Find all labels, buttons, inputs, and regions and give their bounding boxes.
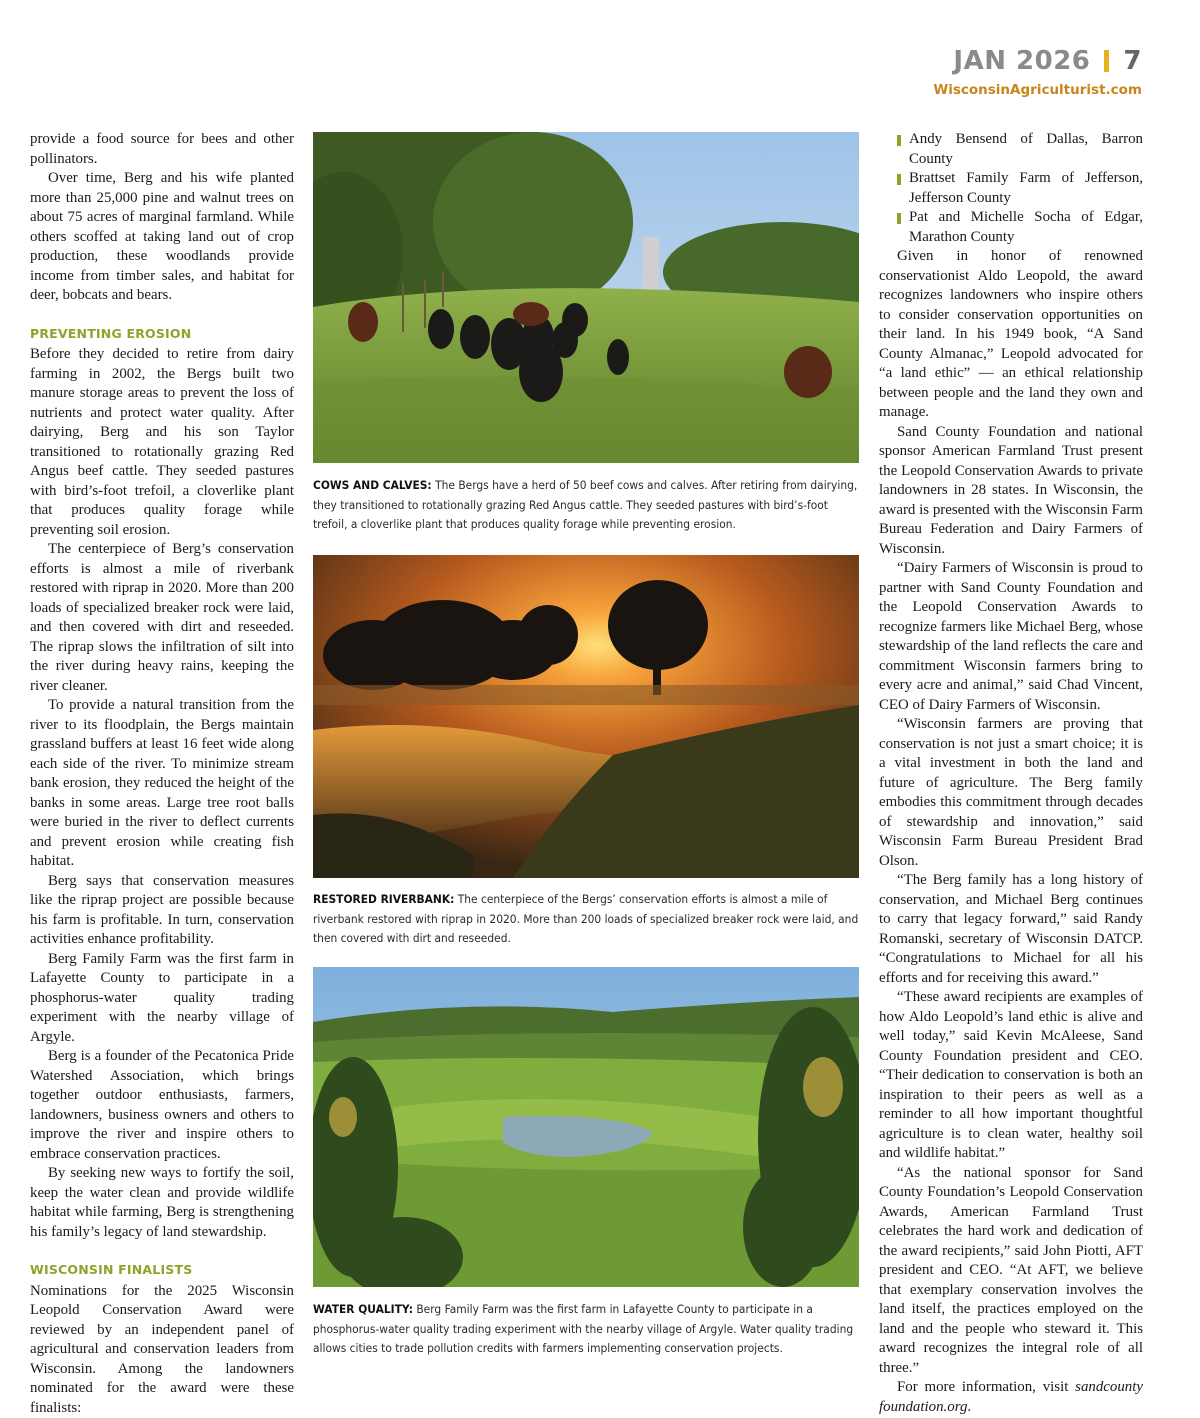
caption-label: WATER QUALITY: (313, 1302, 413, 1316)
bullet-icon (897, 135, 901, 146)
paragraph: “Dairy Farmers of Wisconsin is proud to partner with Sand County Foundation and the Leopold Conservation Awards to recognize farmers like Michael Berg, whose stewardship of the land reflects the care and commitment Wisconsin farmers bring to every acre and animal,” said Chad Vincent, CEO of Dairy Farmers of Wisconsin. (879, 559, 1143, 715)
paragraph: The centerpiece of Berg’s conservation efforts is almost a mile of riverbank restored with riprap in 2020. More than 200 loads of specialized breaker rock were laid, and then covered with dirt and reseeded. The riprap slows the infiltration of silt into the river during heavy rains, keeping the river cleaner. (30, 540, 294, 696)
finalists-list (879, 130, 1143, 247)
paragraph: Nominations for the 2025 Wisconsin Leopold Conservation Award were reviewed by an independent panel of agricultural and conservation leaders from Wisconsin. Among the landowners nominated for the award were these finalists: (30, 1282, 294, 1418)
caption-text: The Bergs have a herd of 50 beef cows and calves. After retiring from dairying, they transitioned to rotationally grazing Red Angus cattle. They seeded pastures with bird’s-foot trefoil, a cloverlike plant that produces quality forage while preventing erosion. (313, 478, 857, 531)
caption-cows-and-calves (313, 476, 859, 535)
paragraph: Berg is a founder of the Pecatonica Pride Watershed Association, which brings together outdoor enthusiasts, farmers, landowners, business owners and others to improve the river and inspire others to embrace conservation practices. (30, 1047, 294, 1164)
list-item: Andy Bensend of Dallas, Barron County (879, 130, 1143, 169)
paragraph: “These award recipients are examples of how Aldo Leopold’s land ethic is alive and well today,” said Kevin McAleese, Sand County Foundation president and CEO. “Their dedication to conservation is both an inspiration to their peers as well as a reminder to all how important thoughtful agriculture is to clean water, healthy soil and wildlife habitat.” (879, 988, 1143, 1164)
paragraph: Sand County Foundation and national sponsor American Farmland Trust present the Leopold Conservation Awards to private landowners in 28 states. In Wisconsin, the award is presented with the Wisconsin Farm Bureau Federation and Dairy Farmers of Wisconsin. (879, 423, 1143, 560)
paragraph: Over time, Berg and his wife planted more than 25,000 pine and walnut trees on about 75 acres of marginal farmland. While others scoffed at taking land out of crop production, these woodlands provide income from timber sales, and habitat for deer, bobcats and bears. (30, 169, 294, 306)
left-column (30, 130, 294, 1418)
right-column (879, 130, 1143, 1417)
paragraph: provide a food source for bees and other pollinators. (30, 130, 294, 169)
subheading: WISCONSIN FINALISTS (30, 1260, 294, 1280)
photo-water-quality (313, 967, 859, 1287)
paragraph: Before they decided to retire from dairy farming in 2002, the Bergs built two manure storage areas to prevent the loss of nutrients and protect water quality. After dairying, Berg and his son Taylor transitioned to rotationally grazing Red Angus beef cattle. They seeded pastures with bird’s-foot trefoil, a cloverlike plant that produces quality forage while preventing soil erosion. (30, 345, 294, 540)
caption-water-quality (313, 1300, 859, 1359)
paragraph: Berg says that conservation measures like the riprap project are possible because his farm is profitable. In turn, conservation activities enhance profitability. (30, 872, 294, 950)
caption-label: RESTORED RIVERBANK: (313, 892, 454, 906)
caption-text: Berg Family Farm was the first farm in Lafayette County to participate in a phosphorus-water quality trading experiment with the nearby village of Argyle. Water quality trading allows cities to trade pollution credits with farmers implementing conservation projects. (313, 1302, 853, 1355)
page-header (933, 46, 1142, 98)
photo-restored-riverbank (313, 555, 859, 878)
paragraph: “Wisconsin farmers are proving that conservation is not just a smart choice; it is a vital investment in both the land and future of agriculture. The Berg family embodies this commitment through decades of stewardship and innovation,” said Wisconsin Farm Bureau President Brad Olson. (879, 715, 1143, 871)
paragraph: “As the national sponsor for Sand County Foundation’s Leopold Conservation Awards, American Farmland Trust celebrates the hard work and dedication of the award recipients,” said John Piotti, AFT president and CEO. “At AFT, we believe that exemplary conservation involves the land itself, the practices employed on the land and the people who steward it. This award recognizes the integral role of all three.” (879, 1164, 1143, 1379)
bullet-icon (897, 174, 901, 185)
caption-label: COWS AND CALVES: (313, 478, 432, 492)
paragraph: For more information, visit sandcounty foundation.org. (879, 1378, 1143, 1417)
subheading: PREVENTING EROSION (30, 324, 294, 344)
paragraph: “The Berg family has a long history of conservation, and Michael Berg continues to carry that legacy forward,” said Randy Romanski, secretary of Wisconsin DATCP. “Congratulations to Michael for all his efforts and for receiving this award.” (879, 871, 1143, 988)
caption-restored-riverbank (313, 890, 859, 949)
website-link[interactable]: sandcounty foundation.org (879, 1379, 1143, 1415)
list-item: Brattset Family Farm of Jefferson, Jefferson County (879, 169, 1143, 208)
photo-cows-and-calves (313, 132, 859, 463)
paragraph: Given in honor of renowned conservationist Aldo Leopold, the award recognizes landowners who inspire others to consider conservation opportunities on their land. In his 1949 book, “A Sand County Almanac,” Leopold advocated for “a land ethic” — an ethical relationship between people and the land they own and manage. (879, 247, 1143, 423)
issue-date: JAN 2026 (953, 46, 1090, 76)
header-divider (1104, 50, 1109, 72)
paragraph: By seeking new ways to fortify the soil, keep the water clean and provide wildlife habitat while farming, Berg is strengthening his family’s legacy of land stewardship. (30, 1164, 294, 1242)
paragraph: To provide a natural transition from the river to its floodplain, the Bergs maintain grassland buffers at least 16 feet wide along each side of the river. To minimize stream bank erosion, they reduced the height of the banks in some areas. Large tree root balls were buried in the river to deflect currents and prevent erosion while creating fish habitat. (30, 696, 294, 872)
site-link[interactable]: WisconsinAgriculturist.com (933, 82, 1142, 98)
bullet-icon (897, 213, 901, 224)
paragraph: Berg Family Farm was the first farm in Lafayette County to participate in a phosphorus-water quality trading experiment with the nearby village of Argyle. (30, 950, 294, 1048)
list-item: Pat and Michelle Socha of Edgar, Marathon County (879, 208, 1143, 247)
page-number: 7 (1123, 46, 1142, 76)
caption-text: The centerpiece of the Bergs’ conservation efforts is almost a mile of riverbank restored with riprap in 2020. More than 200 loads of specialized breaker rock were laid, and then covered with dirt and reseeded. (313, 892, 858, 945)
